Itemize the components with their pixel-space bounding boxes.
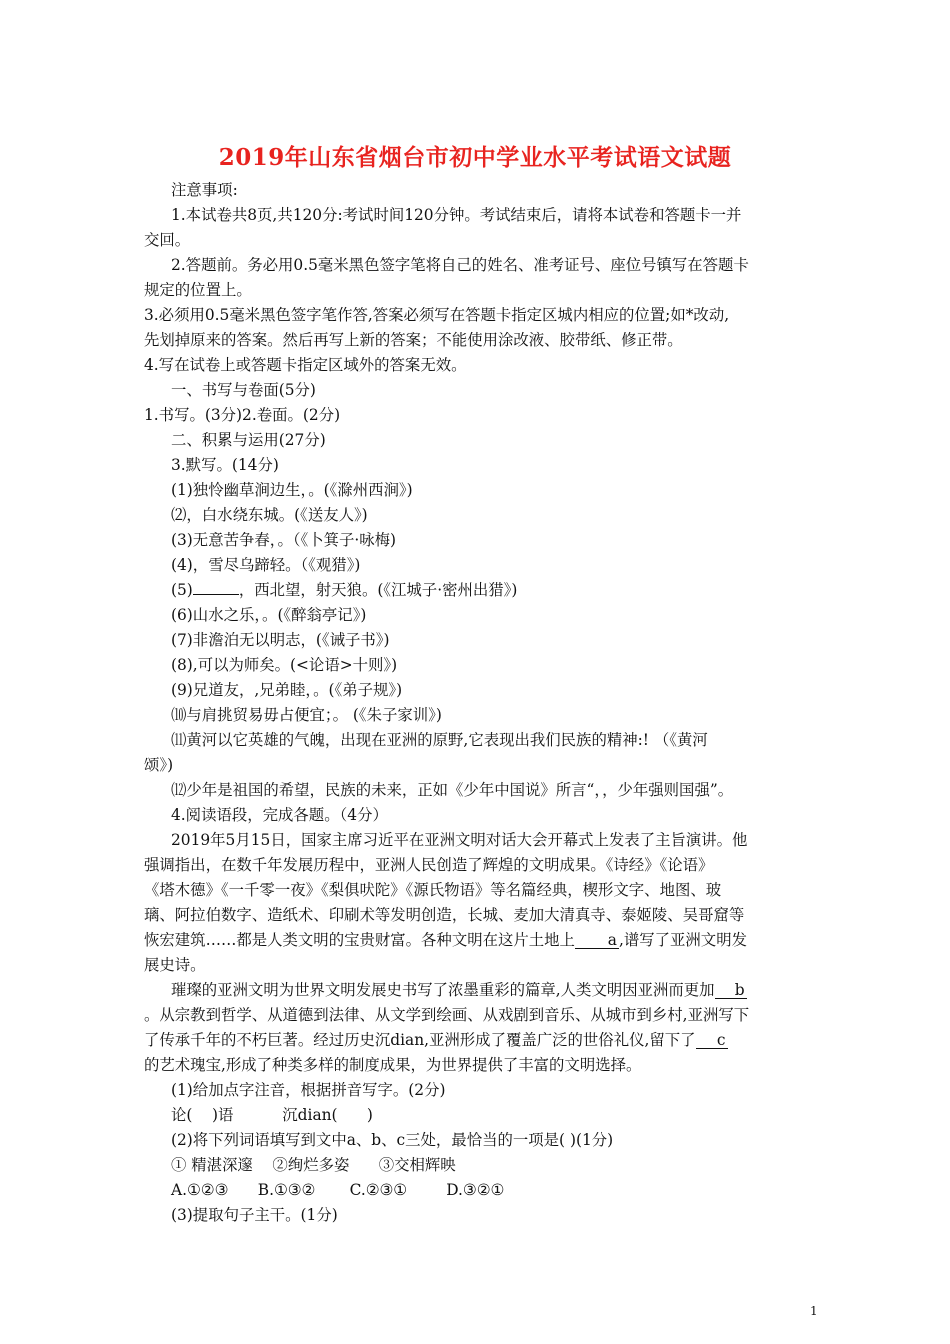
passage-line: 璃、阿拉伯数字、造纸术、印刷术等发明创造，长城、麦加大清真寺、泰姬陵、吴哥窟等 <box>144 906 745 924</box>
question-item: (1)独怜幽草涧边生，。(《滁州西涧》) <box>171 481 413 499</box>
page-title: 2019年山东省烟台市初中学业水平考试语文试题 <box>218 144 732 171</box>
question-heading: 3.默写。(14分) <box>171 456 279 474</box>
text-line: 3.必须用0.5毫米黑色签字笔作答,答案必须写在答题卡指定区城内相应的位置;如*改动, <box>144 306 730 324</box>
text-line: 2.答题前。务必用0.5毫米黑色签字笔将自己的姓名、准考证号、座位号镇写在答题卡 <box>171 256 749 274</box>
passage-text: 了传承千年的不朽巨著。经过历史沉dian,亚洲形成了覆盖广泛的世俗礼仪,留下了 <box>144 1031 696 1049</box>
question-item: ⑽与肩挑贸易毋占便宜；。 (《朱子家训》) <box>171 706 442 724</box>
passage-line: 2019年5月15日，国家主席习近平在亚洲文明对话大会开幕式上发表了主旨演讲。他 <box>171 831 748 849</box>
question-item: ⑿少年是祖国的希望，民族的未来，正如《少年中国说》所言“，，少年强则国强”。 <box>171 781 734 799</box>
question-item: ⑾黄河以它英雄的气魄，出现在亚洲的原野,它表现出我们民族的精神:! （《黄河 <box>171 731 708 749</box>
answer-blank <box>193 594 239 595</box>
question-item: (3)无意苦争春，。（《卜箕子·咏梅) <box>171 531 397 549</box>
blank-b: b <box>715 982 747 999</box>
question-item: (7)非澹泊无以明志，(《诫子书》) <box>171 631 390 649</box>
passage-text: ,谱写了亚洲文明发 <box>618 931 747 949</box>
question-heading: 4.阅读语段，完成各题。（4分） <box>171 806 388 824</box>
question-item: (9)兄道友，,兄弟睦，。(《弟子规》) <box>171 681 403 699</box>
question-item: (4)，雪尽乌蹄轻。（《观猎》) <box>171 556 361 574</box>
text-line: 规定的位置上。 <box>144 281 252 299</box>
question-item: (2)将下列词语填写到文中a、b、c三处，最恰当的一项是( )(1分) <box>171 1131 614 1149</box>
passage-line <box>171 980 747 1000</box>
question-item: 论( )语 沉dian( ) <box>171 1106 373 1124</box>
passage-line: 。从宗教到哲学、从道德到法律、从文学到绘画、从戏剧到音乐、从城市到乡村,亚洲写下 <box>144 1006 750 1024</box>
page-number: 1 <box>810 1304 818 1318</box>
passage-line: 强调指出，在数千年发展历程中，亚洲人民创造了辉煌的文明成果。《诗经》《论语》 <box>144 856 714 874</box>
question-item: ⑵，白水绕东城。(《送友人》) <box>171 506 368 524</box>
question-item: (1)给加点字注音，根据拼音写字。(2分) <box>171 1081 446 1099</box>
text-line: 1.书写。(3分)2.卷面。(2分) <box>144 406 341 424</box>
question-item: (6)山水之乐，。(《醉翁亭记》) <box>171 606 367 624</box>
question-item: (8),可以为师矣。(<论语>十则》) <box>171 656 398 674</box>
text-line: 4.写在试卷上或答题卡指定区域外的答案无效。 <box>144 356 467 374</box>
notice-heading: 注意事项: <box>171 181 238 199</box>
section-heading: 一、书写与卷面(5分) <box>171 381 316 399</box>
question-item: (3)提取句子主干。(1分) <box>171 1206 338 1224</box>
text-line: 颂》) <box>144 756 174 774</box>
text-line: 交回。 <box>144 231 191 249</box>
passage-line <box>144 1030 728 1050</box>
text-line: 1.本试卷共8页,共120分:考试时间120分钟。考试结束后，请将本试卷和答题卡一并 <box>171 206 742 224</box>
passage-line: 的艺术瑰宝,形成了种类多样的制度成果，为世界提供了丰富的文明选择。 <box>144 1056 642 1074</box>
option-line: ① 精湛深邃 ②绚烂多姿 ③交相辉映 <box>171 1156 456 1174</box>
text-line: 先划掉原来的答案。然后再写上新的答案；不能使用涂改液、胶带纸、修正带。 <box>144 331 683 349</box>
passage-line: 《塔木德》《一千零一夜》《梨俱吠陀》《源氏物语》等名篇经典，楔形文字、地图、玻 <box>144 881 722 899</box>
passage-line <box>144 930 747 950</box>
item-number: (5) <box>171 581 193 599</box>
passage-text: 璀璨的亚洲文明为世界文明发展史书写了浓墨重彩的篇章,人类文明因亚洲而更加 <box>171 981 715 999</box>
section-heading: 二、积累与运用(27分) <box>171 431 326 449</box>
blank-a: a <box>575 932 619 949</box>
passage-line: 展史诗。 <box>144 956 206 974</box>
blank-c: c <box>696 1032 728 1049</box>
option-line: A.①②③ B.①③② C.②③① D.③②① <box>171 1181 505 1199</box>
passage-text: 恢宏建筑……都是人类文明的宝贵财富。各种文明在这片土地上 <box>144 931 575 949</box>
item-text: ，西北望，射天狼。(《江城子·密州出猎》) <box>238 581 518 599</box>
question-item <box>171 580 517 600</box>
